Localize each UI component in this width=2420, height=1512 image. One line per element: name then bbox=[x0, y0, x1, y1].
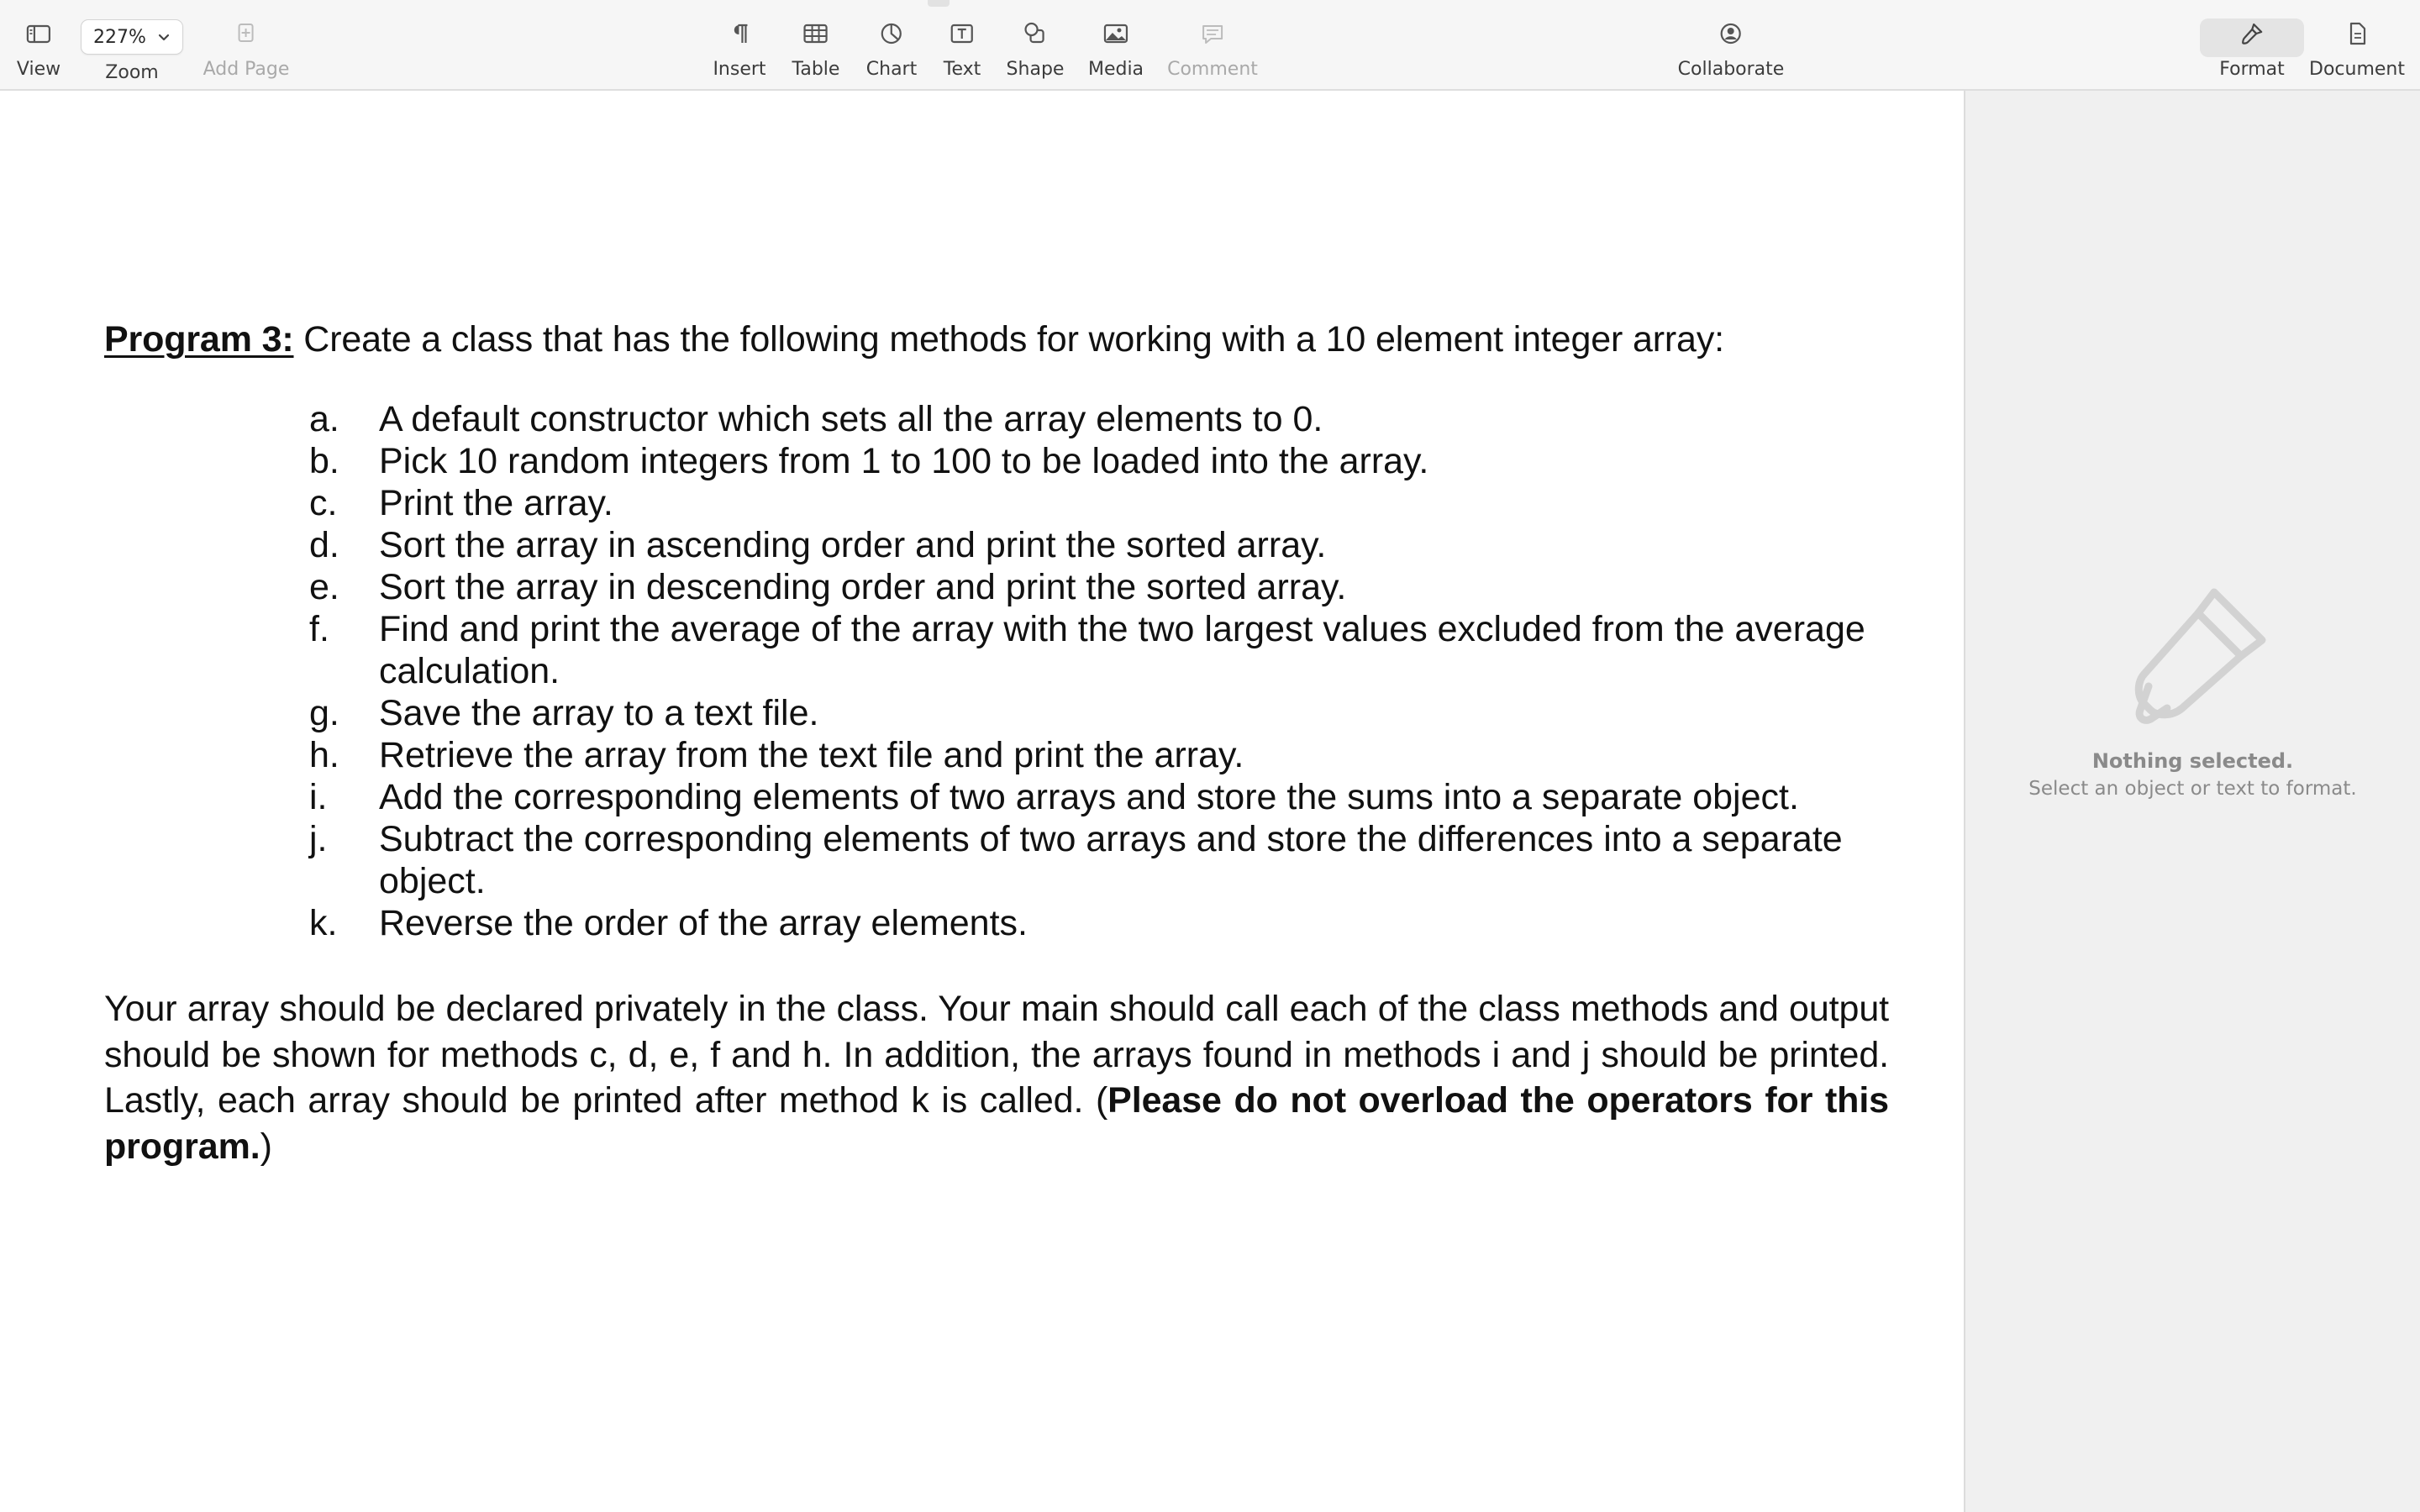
list-item-text: Save the array to a text file. bbox=[379, 693, 819, 733]
list-item bbox=[104, 482, 1889, 524]
chevron-down-icon bbox=[156, 29, 171, 45]
list-marker: a. bbox=[309, 399, 339, 439]
format-label: Format bbox=[2219, 59, 2285, 80]
list-item-text: Subtract the corresponding elements of two arrays and store the differences into a separate object. bbox=[379, 819, 1843, 901]
chart-icon bbox=[875, 17, 908, 50]
table-icon bbox=[799, 17, 833, 50]
program-heading bbox=[104, 314, 1889, 365]
list-marker: e. bbox=[309, 567, 339, 607]
list-marker: d. bbox=[309, 525, 339, 565]
comment-label: Comment bbox=[1167, 59, 1258, 80]
list-item-text: Add the corresponding elements of two arrays and store the sums into a separate object. bbox=[379, 777, 1799, 817]
list-item bbox=[104, 566, 1889, 608]
list-item-text: Sort the array in ascending order and print the sorted array. bbox=[379, 525, 1327, 565]
list-item bbox=[104, 692, 1889, 734]
comment-icon bbox=[1196, 17, 1229, 50]
text-button[interactable] bbox=[944, 17, 981, 87]
insert-button[interactable] bbox=[713, 17, 765, 87]
collaborate-label: Collaborate bbox=[1677, 59, 1785, 80]
zoom-select[interactable] bbox=[81, 19, 183, 55]
paintbrush-icon bbox=[2123, 582, 2275, 733]
document-body[interactable] bbox=[104, 314, 1889, 1169]
add-page-icon bbox=[229, 17, 263, 50]
program-label: Program 3: bbox=[104, 319, 294, 360]
shape-label: Shape bbox=[1006, 59, 1065, 80]
list-item-text: Pick 10 random integers from 1 to 100 to be loaded into the array. bbox=[379, 441, 1429, 481]
add-page-label: Add Page bbox=[203, 59, 290, 80]
list-item bbox=[104, 818, 1889, 902]
media-button[interactable] bbox=[1088, 17, 1144, 87]
document-button[interactable] bbox=[2309, 17, 2405, 87]
insert-label: Insert bbox=[713, 59, 766, 80]
list-item-text: Sort the array in descending order and print the sorted array. bbox=[379, 567, 1347, 607]
list-item-text: Retrieve the array from the text file and print the array. bbox=[379, 735, 1244, 775]
list-item-text: Find and print the average of the array with the two largest values excluded from the average calculation. bbox=[379, 609, 1865, 691]
empty-state-title: Nothing selected. bbox=[2091, 749, 2294, 773]
list-item bbox=[104, 734, 1889, 776]
view-label: View bbox=[16, 59, 61, 80]
list-marker: k. bbox=[309, 903, 338, 943]
table-button[interactable] bbox=[792, 17, 840, 87]
program-description: Create a class that has the following methods for working with a 10 element integer array: bbox=[293, 319, 1724, 360]
instructions-paragraph bbox=[104, 986, 1889, 1169]
sidebar-icon bbox=[22, 17, 55, 50]
list-marker: h. bbox=[309, 735, 339, 775]
list-marker: i. bbox=[309, 777, 328, 817]
list-item bbox=[104, 776, 1889, 818]
list-marker: f. bbox=[309, 609, 329, 649]
zoom-label: Zoom bbox=[105, 62, 159, 83]
paragraph-bold-note: Please do not overload the operators for this program. bbox=[104, 1080, 1890, 1167]
paintbrush-icon bbox=[2235, 17, 2269, 50]
text-box-icon bbox=[945, 17, 979, 50]
zoom-label-wrap bbox=[105, 57, 158, 83]
list-item bbox=[104, 524, 1889, 566]
paragraph-icon bbox=[723, 17, 756, 50]
table-label: Table bbox=[792, 59, 840, 80]
document-canvas[interactable] bbox=[0, 91, 1964, 1512]
shape-icon bbox=[1018, 17, 1052, 50]
list-item-text: A default constructor which sets all the array elements to 0. bbox=[379, 399, 1323, 439]
collaborate-icon bbox=[1714, 17, 1748, 50]
add-page-button[interactable] bbox=[203, 17, 290, 87]
document-label: Document bbox=[2309, 59, 2405, 80]
list-item bbox=[104, 398, 1889, 440]
zoom-value: 227% bbox=[93, 26, 146, 48]
list-marker: j. bbox=[309, 819, 328, 859]
list-item bbox=[104, 902, 1889, 944]
list-marker: c. bbox=[309, 483, 338, 523]
media-label: Media bbox=[1087, 59, 1144, 80]
collaborate-button[interactable] bbox=[1678, 17, 1785, 87]
list-marker: g. bbox=[309, 693, 339, 733]
comment-button[interactable] bbox=[1167, 17, 1258, 87]
list-marker: b. bbox=[309, 441, 339, 481]
document-icon bbox=[2340, 17, 2374, 50]
toolbar bbox=[0, 0, 2420, 91]
chart-label: Chart bbox=[865, 59, 918, 80]
window-grab-handle[interactable] bbox=[928, 0, 950, 7]
methods-list bbox=[104, 398, 1889, 944]
list-item-text: Print the array. bbox=[379, 483, 613, 523]
list-item bbox=[104, 608, 1889, 692]
chart-button[interactable] bbox=[866, 17, 917, 87]
list-item-text: Reverse the order of the array elements. bbox=[379, 903, 1028, 943]
view-button[interactable] bbox=[17, 17, 60, 87]
empty-state-subtitle: Select an object or text to format. bbox=[2028, 778, 2357, 800]
format-inspector bbox=[1964, 91, 2420, 1512]
text-label: Text bbox=[943, 59, 981, 80]
paragraph-text: Your array should be declared privately in the class. Your main should call each of the class methods and output should be shown for methods c, d, e, f and h. In addition, the arrays found in methods i and j should be printed. Lastly, each array should be printed after method k is called. ( bbox=[104, 989, 1889, 1121]
shape-button[interactable] bbox=[1007, 17, 1065, 87]
list-item bbox=[104, 440, 1889, 482]
media-icon bbox=[1099, 17, 1133, 50]
paragraph-end: ) bbox=[260, 1126, 272, 1167]
format-button[interactable] bbox=[2219, 17, 2285, 87]
